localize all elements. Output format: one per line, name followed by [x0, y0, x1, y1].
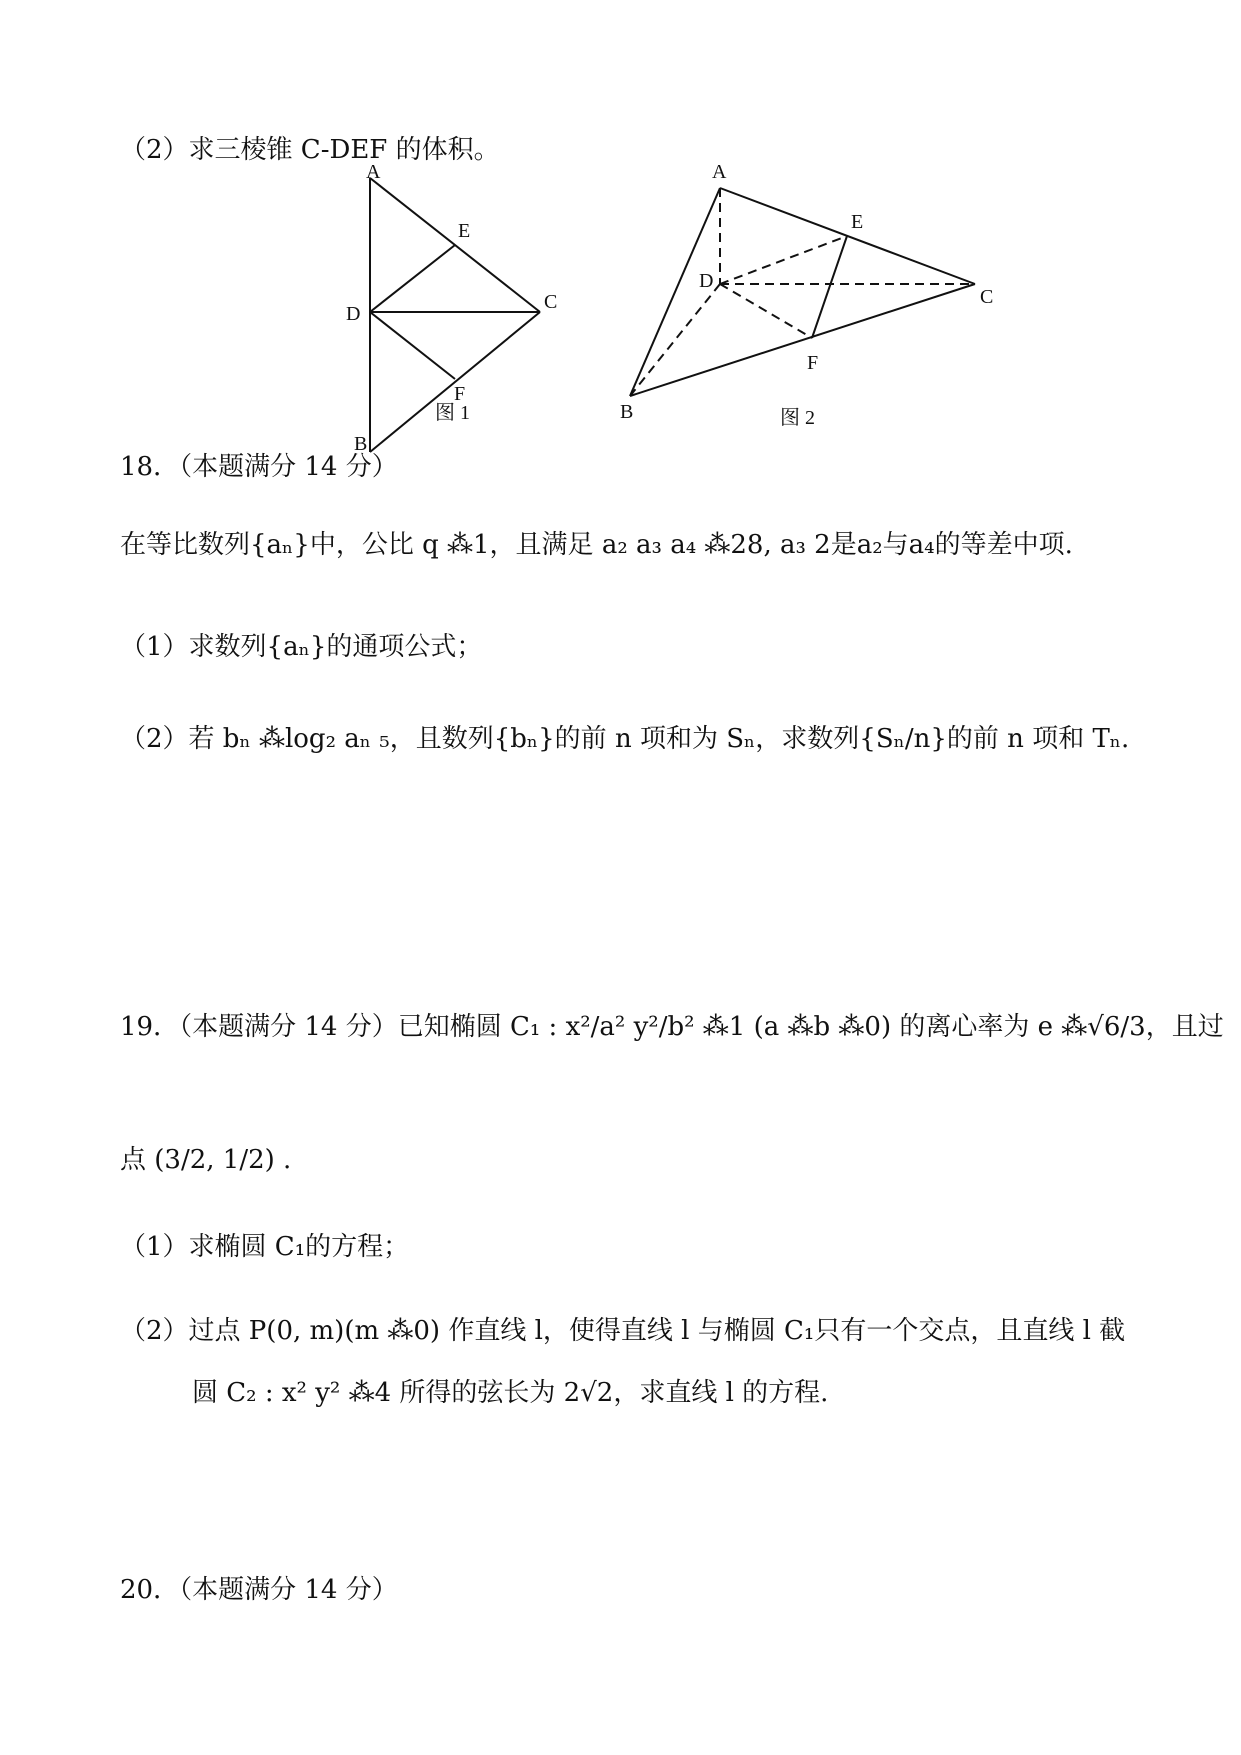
edge-ab — [630, 188, 720, 396]
label-e: E — [458, 220, 471, 242]
q19-title-and-stem — [120, 1010, 1224, 1044]
label-e: E — [851, 211, 864, 233]
label-d: D — [346, 303, 361, 325]
q18-title: 18．（本题满分 14 分） — [120, 452, 398, 482]
label-a: A — [712, 161, 727, 183]
edge-bc — [630, 284, 975, 396]
edge-ac — [720, 188, 975, 284]
edge-db-hidden — [630, 284, 720, 396]
label-b: B — [620, 401, 634, 423]
q19-part2-line1: （2）过点 P(0, m)(m ⁂0) 作直线 l，使得直线 l 与椭圆 C₁只有一个交点，且直线 l 截 — [120, 1316, 1126, 1346]
figure-1-caption: 图 1 — [435, 402, 470, 424]
q17-part2: （2）求三棱锥 C-DEF 的体积。 — [120, 135, 500, 165]
figure-2-caption: 图 2 — [780, 407, 815, 429]
label-f: F — [807, 352, 819, 374]
edge-df-hidden — [720, 284, 812, 338]
edge-de-hidden — [720, 236, 847, 284]
q19-part2-line2: 圆 C₂ : x² y² ⁂4 所得的弦长为 2√2，求直线 l 的方程. — [192, 1378, 829, 1408]
label-a: A — [366, 161, 381, 183]
q20-title: 20．（本题满分 14 分） — [120, 1575, 398, 1605]
q19-stem-lead: 已知椭圆 C₁ : x²/a² y²/b² ⁂1 (a ⁂b ⁂0) 的离心率为 e ⁂√6/3，且过 — [397, 1012, 1224, 1042]
figure-1-triangle-diagram — [330, 160, 560, 460]
q19-title: 19．（本题满分 14 分） — [120, 1012, 398, 1042]
label-c: C — [980, 286, 994, 308]
q18-stem: 在等比数列{aₙ}中，公比 q ⁂1，且满足 a₂ a₃ a₄ ⁂28, a₃ 2是a₂与a₄的等差中项. — [120, 530, 1073, 560]
label-c: C — [544, 291, 558, 313]
q18-part1: （1）求数列{aₙ}的通项公式； — [120, 632, 483, 662]
edge-de — [370, 245, 455, 312]
q19-stem-cont: 点 (3/2, 1/2) . — [120, 1145, 292, 1175]
q19-part1: （1）求椭圆 C₁的方程； — [120, 1232, 410, 1262]
label-d: D — [699, 270, 714, 292]
edge-df — [370, 312, 455, 379]
figure-2-pyramid-diagram — [600, 160, 1020, 440]
label-b: B — [354, 433, 368, 455]
edge-ef — [812, 236, 847, 338]
q18-part2: （2）若 bₙ ⁂log₂ aₙ ₅，且数列{bₙ}的前 n 项和为 Sₙ，求数列{Sₙ/n}的前 n 项和 Tₙ. — [120, 724, 1130, 754]
label-f: F — [454, 383, 466, 405]
